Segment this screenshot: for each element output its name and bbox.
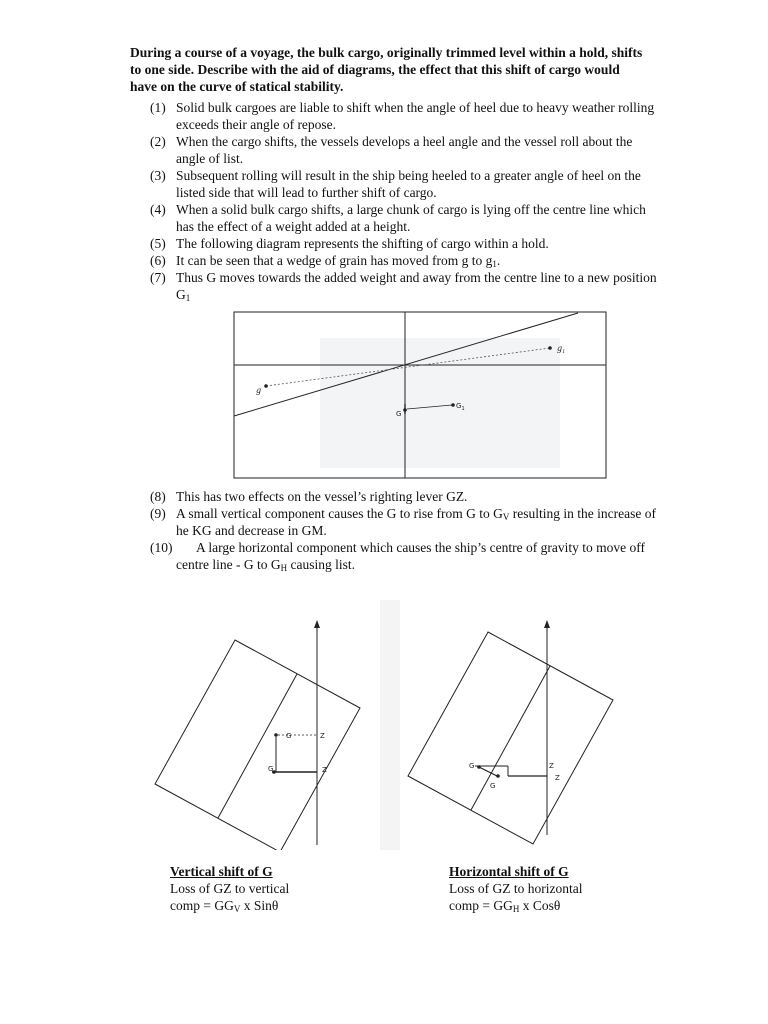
list-item [150, 133, 660, 167]
label-G1: $G_1$ [456, 402, 465, 412]
item-text: It can be seen that a wedge of grain has moved from g to g [176, 253, 493, 268]
item-subscript: 1 [185, 293, 191, 303]
point-g1 [548, 346, 552, 350]
caption-line: Loss of GZ to horizontal [449, 881, 583, 896]
item-text-after: causing list. [287, 557, 355, 572]
item-number: (6) [150, 253, 166, 268]
caption-title: Vertical shift of G [170, 864, 273, 879]
item-number: (3) [150, 168, 166, 183]
caption-formula: comp = $GG_V$ x Sinθ [170, 898, 279, 914]
list-item [150, 201, 660, 235]
item-text: This has two effects on the vessel’s righting lever GZ. [176, 489, 468, 504]
item-text-after: resulting in the increase of he KG and decrease in GM. [176, 506, 656, 538]
item-number: (9) [150, 506, 166, 521]
item-text: The following diagram represents the shifting of cargo within a hold. [176, 236, 549, 251]
point-G1 [451, 403, 455, 407]
point-G [403, 408, 407, 412]
caption-horizontal-shift [449, 863, 669, 914]
label-Z: Z [322, 766, 327, 774]
item-text: Subsequent rolling will result in the ship being heeled to a greater angle of heel on the listed side that will lead to further shift of cargo. [176, 168, 641, 200]
question-heading: During a course of a voyage, the bulk cargo, originally trimmed level within a hold, shifts to one side. Describe with the aid of diagrams, the effect that this shift of cargo would have on the curve of statical stability. [130, 45, 643, 94]
label-G1: G [490, 782, 496, 790]
caption-title: Horizontal shift of G [449, 864, 569, 879]
item-text: Thus G moves towards the added weight and away from the centre line to a new position G [176, 270, 657, 302]
label-G1: G [286, 732, 292, 740]
item-number: (1) [150, 100, 166, 115]
caption-formula: comp = $GG_H$ x Cosθ [449, 898, 561, 914]
list-item [150, 167, 660, 201]
list-item [150, 252, 660, 269]
item-number: (5) [150, 236, 166, 251]
label-Z: Z [549, 762, 554, 770]
list-item [150, 539, 660, 573]
item-text: Solid bulk cargoes are liable to shift when the angle of heel due to heavy weather rolling exceeds their angle of repose. [176, 100, 655, 132]
item-text: A large horizontal component which causes the ship’s centre of gravity to move off centre line - G to G [176, 540, 646, 572]
caption-vertical-shift [170, 863, 390, 914]
label-G: G [268, 765, 274, 773]
item-text: When the cargo shifts, the vessels develops a heel angle and the vessel roll about the angle of list. [176, 134, 633, 166]
item-text: When a solid bulk cargo shifts, a large chunk of cargo is lying off the centre line which has the effect of a weight added at a height. [176, 202, 646, 234]
label-Z1: Z [555, 774, 560, 782]
heeled-ship-diagrams [150, 600, 650, 850]
list-item [150, 269, 660, 303]
item-text-after: . [496, 253, 501, 268]
item-number: (10) [150, 540, 173, 555]
item-number: (2) [150, 134, 166, 149]
item-subscript: 1 [492, 259, 497, 269]
points-list-b [150, 488, 660, 573]
item-subscript: H [280, 563, 288, 573]
label-G: G [469, 762, 475, 770]
list-item [150, 505, 660, 539]
item-number: (4) [150, 202, 166, 217]
point-g [264, 384, 268, 388]
points-list-a [150, 99, 660, 303]
list-item [150, 235, 660, 252]
item-number: (8) [150, 489, 166, 504]
cargo-shift-diagram [232, 310, 608, 480]
label-Z1: Z [320, 732, 325, 740]
caption-line: Loss of GZ to vertical [170, 881, 290, 896]
list-item [150, 488, 660, 505]
list-item [150, 99, 660, 133]
label-g1: $g_1$ [557, 344, 566, 355]
item-number: (7) [150, 270, 166, 285]
label-g: g [256, 386, 262, 395]
label-G: G [396, 410, 402, 418]
item-text: A small vertical component causes the G to rise from G to G [176, 506, 503, 521]
item-subscript: V [502, 512, 510, 522]
